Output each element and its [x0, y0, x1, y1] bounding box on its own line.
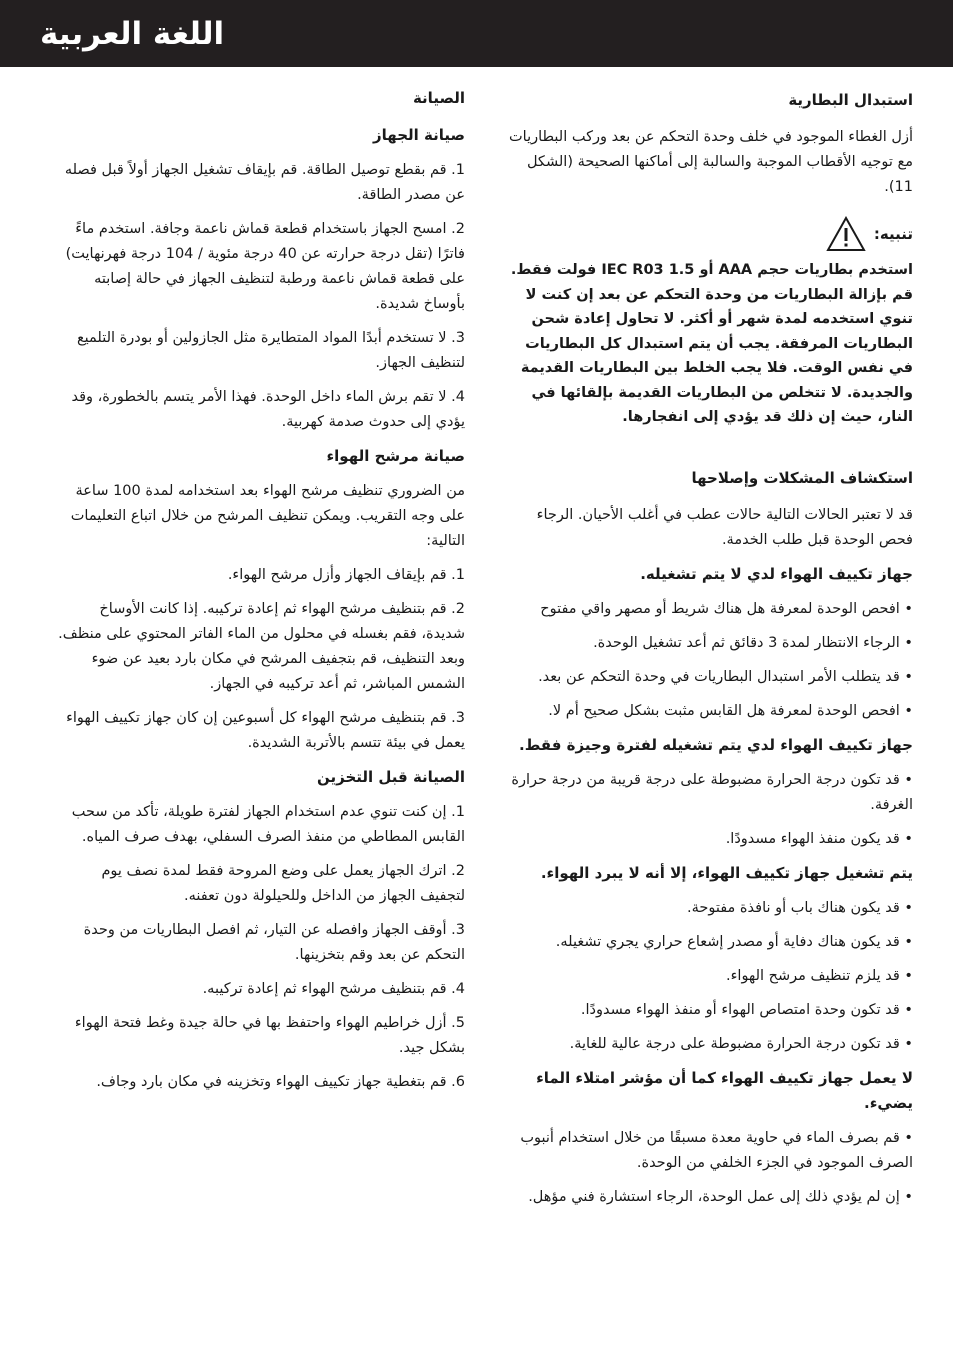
list-item: 4. لا تقم برش الماء داخل الوحدة. فهذا الأمر يتسم بالخطورة، وقد يؤدي إلى حدوث صدمة كهربية. — [71, 389, 465, 430]
list-item: • الرجاء الانتظار لمدة 3 دقائق ثم أعد تشغيل الوحدة. — [503, 631, 913, 656]
list-item: 1. قم بقطع توصيل الطاقة. قم بإيقاف تشغيل الجهاز أولاً قبل فصله عن مصدر الطاقة. — [64, 162, 465, 203]
list-item: • قد يكون منفذ الهواء مسدودًا. — [503, 827, 913, 852]
list-item: • قد يتطلب الأمر استبدال البطاريات في وحدة التحكم عن بعد. — [503, 665, 913, 690]
list-item: 4. قم بتنظيف مرشح الهواء ثم إعادة تركيبه. — [202, 981, 465, 997]
group-title: جهاز تكييف الهواء لدي لا يتم تشغيله. — [640, 564, 913, 583]
list-item: • افحص الوحدة لمعرفة هل هناك شريط أو مصهر واقي مفتوح — [503, 597, 913, 622]
caution-row — [503, 214, 913, 254]
group-title: يتم تشغيل جهاز تكييف الهواء، إلا أنه لا يبرد الهواء. — [540, 863, 913, 882]
troubleshooting-heading: استكشاف المشكلات وإصلاحها — [691, 468, 913, 487]
list-item: • قد تكون درجة الحرارة مضبوطة على درجة قريبة من درجة حرارة الغرفة. — [503, 768, 913, 818]
list-item: • قد تكون درجة الحرارة مضبوطة على درجة عالية للغاية. — [503, 1032, 913, 1057]
left-column — [55, 86, 465, 1104]
caution-label: تنبيه: — [873, 224, 913, 243]
list-item: 3. أوقف الجهاز وافصله عن التيار، ثم افصل البطاريات من وحدة التحكم عن بعد وقم بتخزينها. — [83, 922, 465, 963]
filter-maintenance-heading: صيانة مرشح الهواء — [326, 447, 465, 465]
device-maintenance-heading: صيانة الجهاز — [373, 126, 465, 144]
list-item: 2. اترك الجهاز يعمل على وضع المروحة فقط لمدة نصف يوم لتجفيف الجهاز من الداخل وللحيلولة دون تعفنه. — [101, 863, 465, 904]
list-item: 5. أزل خراطيم الهواء واحتفظ بها في حالة جيدة وغط فتحة الهواء بشكل جيد. — [74, 1015, 465, 1056]
list-item: 1. إن كنت تنوي عدم استخدام الجهاز لفترة طويلة، تأكد من سحب القابس المطاطي من منفذ الصرف السفلي، بهدف صرف المياه. — [71, 804, 465, 845]
group-title: جهاز تكييف الهواء لدي يتم تشغيله لفترة وجيزة فقط. — [519, 735, 913, 754]
header-bar — [0, 0, 953, 67]
list-item: • قد تكون وحدة امتصاص الهواء أو منفذ الهواء مسدودًا. — [503, 998, 913, 1023]
storage-maintenance-heading: الصيانة قبل التخزين — [317, 768, 465, 786]
list-item: 3. لا تستخدم أبدًا المواد المتطايرة مثل الجازولين أو بودرة التلميع لتنظيف الجهاز. — [76, 330, 465, 371]
list-item: 2. قم بتنظيف مرشح الهواء ثم إعادة تركيبه. إذا كانت الأوساخ شديدة، فقم بغسله في محلول من الماء الفاتر المحتوي على منظف. وبعد التنظيف، قم بتجفيف المرشح في مكان بارد بعيد عن ضوء الشمس المباشر، ثم أعد تركيبه في الجهاز. — [58, 601, 465, 692]
list-item: 1. قم بإيقاف الجهاز وأزل مرشح الهواء. — [227, 567, 465, 583]
list-item: 2. امسح الجهاز باستخدام قطعة قماش ناعمة وجافة. استخدم ماءً فاترًا (تقل درجة حرارته عن 40 درجة مئوية / 104 درجة فهرنهايت) على قطعة قماش ناعمة ورطبة لتنظيف الجهاز في حالة إصابته بأوساخ شديدة. — [65, 221, 465, 312]
list-item: • قد يكون هناك باب أو نافذة مفتوحة. — [503, 896, 913, 921]
group-title: لا يعمل جهاز تكييف الهواء كما أن مؤشر امتلاء الماء يضيء. — [536, 1068, 913, 1112]
warning-triangle-icon — [826, 216, 866, 252]
list-item: • إن لم يؤدي ذلك إلى عمل الوحدة، الرجاء استشارة فني مؤهل. — [503, 1185, 913, 1210]
right-column — [503, 88, 913, 1219]
battery-paragraph: أزل الغطاء الموجود في خلف وحدة التحكم عن بعد وركب البطاريات مع توجيه الأقطاب الموجبة والسالبة إلى أماكنها الصحيحة (الشكل 11). — [509, 129, 913, 195]
list-item: • قد يلزم تنظيف مرشح الهواء. — [503, 964, 913, 989]
page-title: اللغة العربية — [40, 16, 225, 52]
list-item: • افحص الوحدة لمعرفة هل القابس مثبت بشكل صحيح أم لا. — [503, 699, 913, 724]
list-item: 6. قم بتغطية جهاز تكييف الهواء وتخزينه في مكان بارد وجاف. — [96, 1074, 465, 1090]
troubleshooting-intro: قد لا تعتبر الحالات التالية حالات عطب في أغلب الأحيان. الرجاء فحص الوحدة قبل طلب الخدمة. — [536, 506, 913, 548]
maintenance-heading: الصيانة — [412, 89, 465, 107]
list-item: • قم بصرف الماء في حاوية معدة مسبقًا من خلال استخدام أنبوب الصرف الموجود في الجزء الخلفي من الوحدة. — [503, 1126, 913, 1176]
caution-text: استخدم بطاريات حجم AAA أو IEC R03 1.5 فولت فقط. قم بإزالة البطاريات من وحدة التحكم عن بعد إن كنت لا تنوي استخدمه لمدة شهر أو أكثر. لا تحاول إعادة شحن البطاريات المرفقة. يجب أن يتم استبدال كل البطاريات في نفس الوقت. فلا يجب الخلط بين البطاريات القديمة والجديدة. لا تتخلص من البطاريات القديمة بإلقائها في النار، حيث إن ذلك قد يؤدي إلى انفجارها. — [510, 262, 913, 425]
battery-heading: استبدال البطارية — [788, 91, 913, 109]
list-item: 3. قم بتنظيف مرشح الهواء كل أسبوعين إن كان جهاز تكييف الهواء يعمل في بيئة تتسم بالأتربة الشديدة. — [66, 710, 465, 751]
list-item: • قد يكون هناك دفاية أو مصدر إشعاع حراري يجري تشغيله. — [503, 930, 913, 955]
filter-intro: من الضروري تنظيف مرشح الهواء بعد استخدامه لمدة 100 ساعة على وجه التقريب. ويمكن تنظيف المرشح من خلال اتباع التعليمات التالية: — [70, 483, 465, 549]
